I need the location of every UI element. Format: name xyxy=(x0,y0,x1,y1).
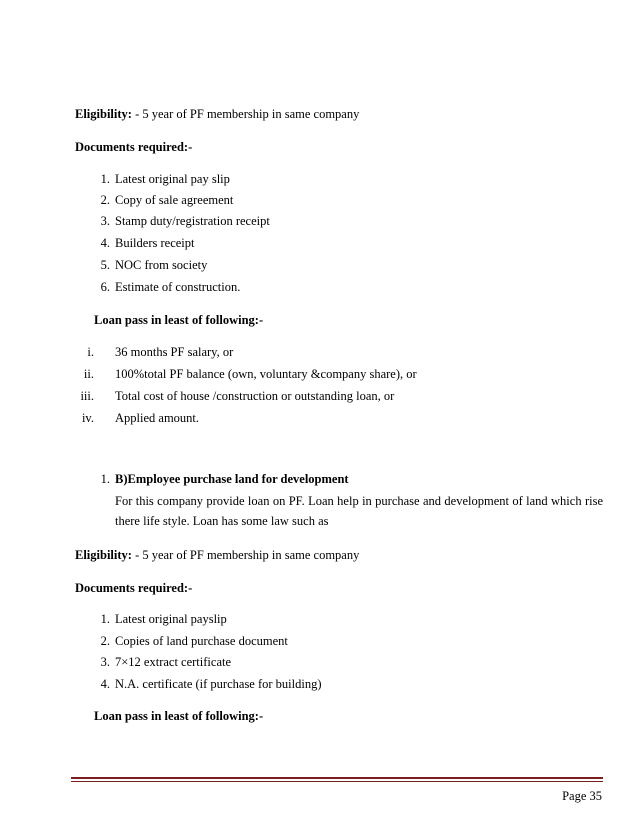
page-number: Page 35 xyxy=(562,789,602,803)
eligibility-text: - 5 year of PF membership in same company xyxy=(131,107,360,121)
footer-rule xyxy=(71,777,603,779)
documents-heading: Documents required:- xyxy=(75,140,193,154)
eligibility-label: Eligibility: xyxy=(75,107,132,121)
eligibility-text: - 5 year of PF membership in same company xyxy=(131,548,360,562)
loan-heading: Loan pass in least of following:- xyxy=(94,709,264,723)
eligibility-line xyxy=(75,107,359,122)
eligibility-line xyxy=(75,548,359,563)
footer-rule-thin xyxy=(71,781,603,782)
eligibility-label: Eligibility: xyxy=(75,548,132,562)
section-paragraph: For this company provide loan on PF. Loan help in purchase and development of land which rise there life style. Loan has some law such as xyxy=(115,494,603,528)
documents-heading: Documents required:- xyxy=(75,581,193,595)
loan-heading: Loan pass in least of following:- xyxy=(94,313,264,327)
